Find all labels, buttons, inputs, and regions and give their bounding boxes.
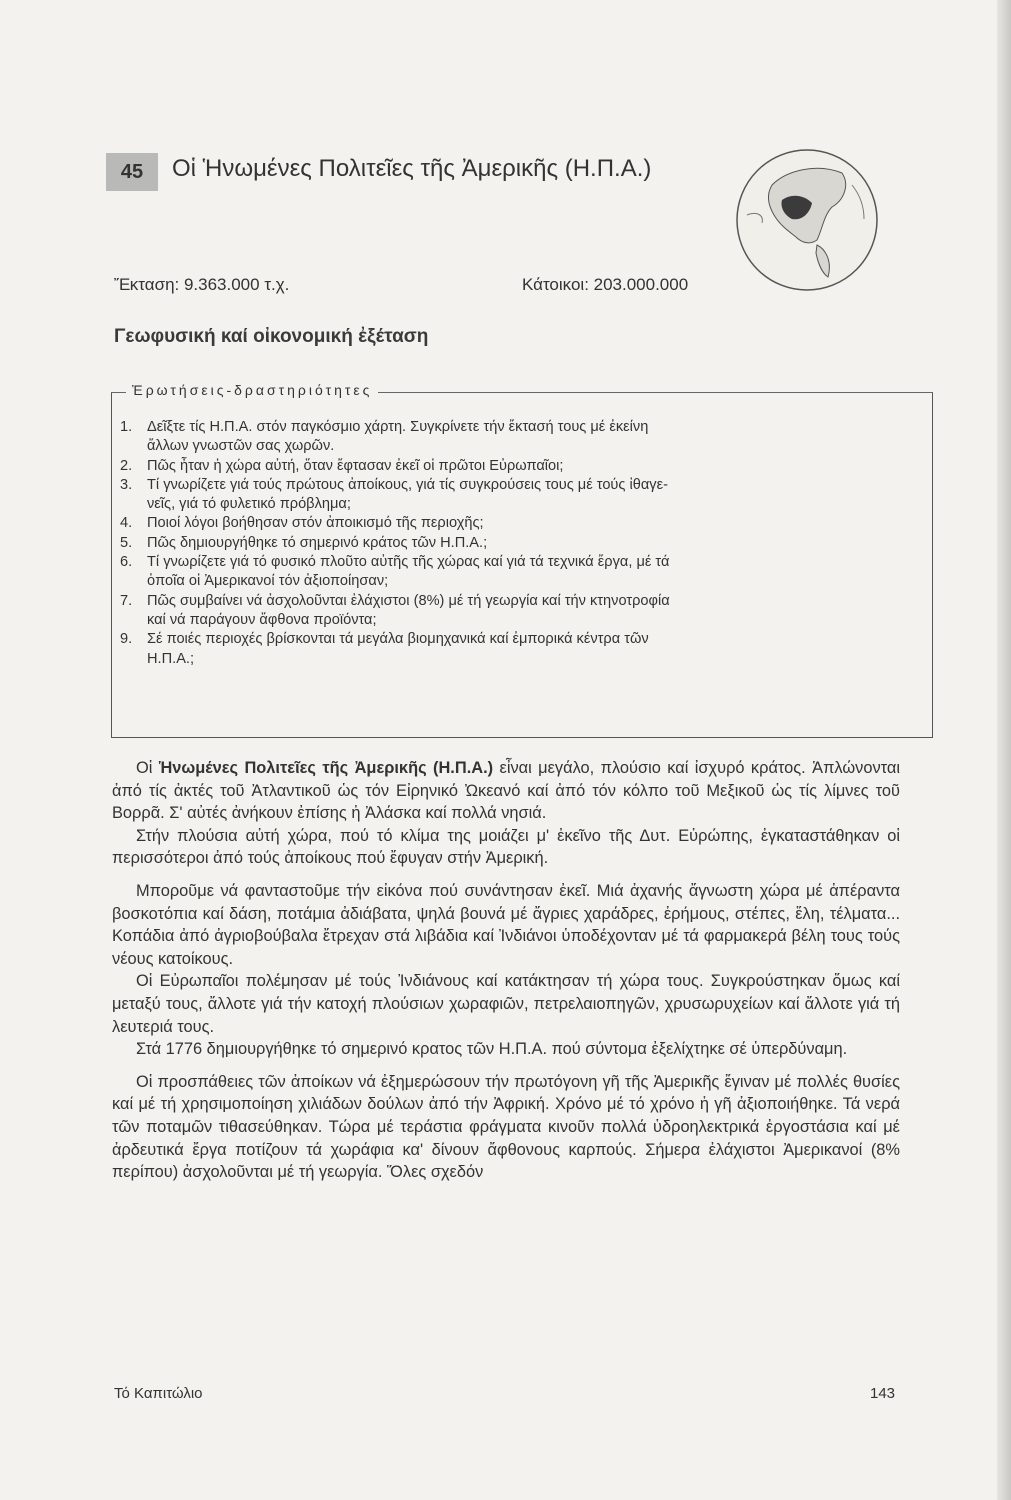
section-heading: Γεωφυσική καί οἰκονομική ἐξέταση — [114, 326, 429, 347]
question-item: 7. Πῶς συμβαίνει νά ἀσχολοῦνται ἐλάχιστοι (8%) μέ τή γεωργία καί τήν κτηνοτροφία καί νά παράγουν ἄφθονα προϊόντα; — [120, 592, 670, 628]
paragraph: Οἱ προσπάθειες τῶν ἀποίκων νά ἐξημερώσουν τήν πρωτόγονη γῆ τῆς Ἀμερικῆς ἔγιναν μέ πολλές θυσίες καί μέ τή χρησιμοποίηση χιλιάδων δούλων ἀπό τήν Ἀφρική. Χρόνο μέ τό χρόνο ἡ γῆ ἀξιοποιήθηκε. Τά νερά τῶν ποταμῶν τιθασεύθηκαν. Τώρα μέ τεράστια φράγματα κινοῦν πολλά ὑδροηλεκτρικά ἐργοστάσια καί μέ ἀρδευτικά ἔργα ποτίζουν τά χωράφια κα' δίνουν ἄφθονους καρπούς. Σήμερα ἐλάχιστοι Ἀμερικανοί (8% περίπου) ἀσχολοῦνται μέ τή γεωργία. Ὅλες σχεδόν — [112, 1072, 900, 1182]
question-item: 6. Τί γνωρίζετε γιά τό φυσικό πλοῦτο αὐτῆς τῆς χώρας καί γιά τά τεχνικά ἔργα, μέ τά ὁποῖα οἱ Ἀμερικανοί τόν ἀξιοποίησαν; — [120, 554, 670, 590]
lesson-number: 45 — [106, 153, 158, 191]
body-text — [112, 757, 900, 1184]
area-stat: Ἔκταση: 9.363.000 τ.χ. — [114, 275, 290, 294]
page-title: Οἱ Ἡνωμένες Πολιτεῖες τῆς Ἀμερικῆς (Η.Π.Α.) — [172, 155, 652, 182]
paragraph: Μποροῦμε νά φανταστοῦμε τήν εἰκόνα πού συνάντησαν ἐκεῖ. Μιά ἀχανής ἄγνωστη χώρα μέ ἀπέραντα βοσκοτόπια καί δάση, ποτάμια ἀδιάβατα, ψηλά βουνά μέ ἄγριες χαράδρες, ἐρήμους, στέπες, ἕλη, τέλματα... Κοπάδια ἀπό ἀγριοβούβαλα ἔτρεχαν στά λιβάδια καί Ἰνδιάνοι ὑποδέχονταν μέ τά φαρμακερά βέλη τους τούς νέους κατοίκους. — [112, 881, 900, 968]
paragraph: Στά 1776 δημιουργήθηκε τό σημερινό κρατος τῶν Η.Π.Α. πού σύντομα ἐξελίχτηκε σέ ὑπερδύναμη. — [136, 1040, 848, 1059]
globe-icon — [732, 145, 882, 295]
paragraph: Οἱ Ἡνωμένες Πολιτεῖες τῆς Ἀμερικῆς (Η.Π.Α.) εἶναι μεγάλο, πλούσιο καί ἰσχυρό κράτος. Ἁπλώνονται ἀπό τίς ἀκτές τοῦ Ἀτλαντικοῦ ὡς τόν Εἰρηνικό Ὠκεανό καί ἀπό τόν κόλπο τοῦ Μεξικοῦ ὡς τίς λίμνες τοῦ Βορρᾶ. Σ' αὐτές ἀνήκουν ἐπίσης ἡ Ἀλάσκα καί πολλά νησιά. — [112, 759, 900, 823]
question-item: 2. Πῶς ἦταν ἡ χώρα αὐτή, ὅταν ἔφτασαν ἐκεῖ οἱ πρῶτοι Εὐρωπαῖοι; — [120, 457, 564, 474]
page-number: 143 — [870, 1385, 896, 1402]
questions-box-label: Ἐρωτήσεις-δραστηριότητες — [126, 382, 378, 398]
question-item: 3. Τί γνωρίζετε γιά τούς πρώτους ἀποίκους, γιά τίς συγκρούσεις τους μέ τούς ἰθαγε- νεῖς, γιά τό φυλετικό πρόβλημα; — [120, 476, 668, 513]
page-edge — [997, 0, 1011, 1500]
population-stat: Κάτοικοι: 203.000.000 — [522, 275, 689, 294]
question-item: 9. Σέ ποιές περιοχές βρίσκονται τά μεγάλα βιομηχανικά καί ἐμπορικά κέντρα τῶν Η.Π.Α.; — [120, 631, 649, 667]
footer-book-title: Τό Καπιτώλιο — [114, 1385, 203, 1402]
paragraph: Οἱ Εὐρωπαῖοι πολέμησαν μέ τούς Ἰνδιάνους καί κατάκτησαν τή χώρα τους. Συγκρούστηκαν ὅμως καί μεταξύ τους, ἄλλοτε γιά τήν κατοχή πλούσιων χωραφιῶν, πετρελαιοπηγῶν, χρυσωρυχείων καί ἄλλοτε γιά τή λευτεριά τους. — [112, 972, 900, 1036]
question-item: 5. Πῶς δημιουργήθηκε τό σημερινό κράτος τῶν Η.Π.Α.; — [120, 534, 488, 551]
question-item: 1. Δεῖξτε τίς Η.Π.Α. στόν παγκόσμιο χάρτη. Συγκρίνετε τήν ἔκτασή τους μέ ἐκείνη ἄλλων γνωστῶν σας χωρῶν. — [120, 419, 649, 455]
paragraph: Στήν πλούσια αὐτή χώρα, πού τό κλίμα της μοιάζει μ' ἐκεῖνο τῆς Δυτ. Εὐρώπης, ἐγκαταστάθηκαν οἱ περισσότεροι ἀπό τούς ἀποίκους πού ἔφυγαν στήν Ἀμερική. — [112, 826, 900, 868]
questions-list — [120, 418, 890, 669]
question-item: 4. Ποιοί λόγοι βοήθησαν στόν ἀποικισμό τῆς περιοχῆς; — [120, 515, 484, 532]
